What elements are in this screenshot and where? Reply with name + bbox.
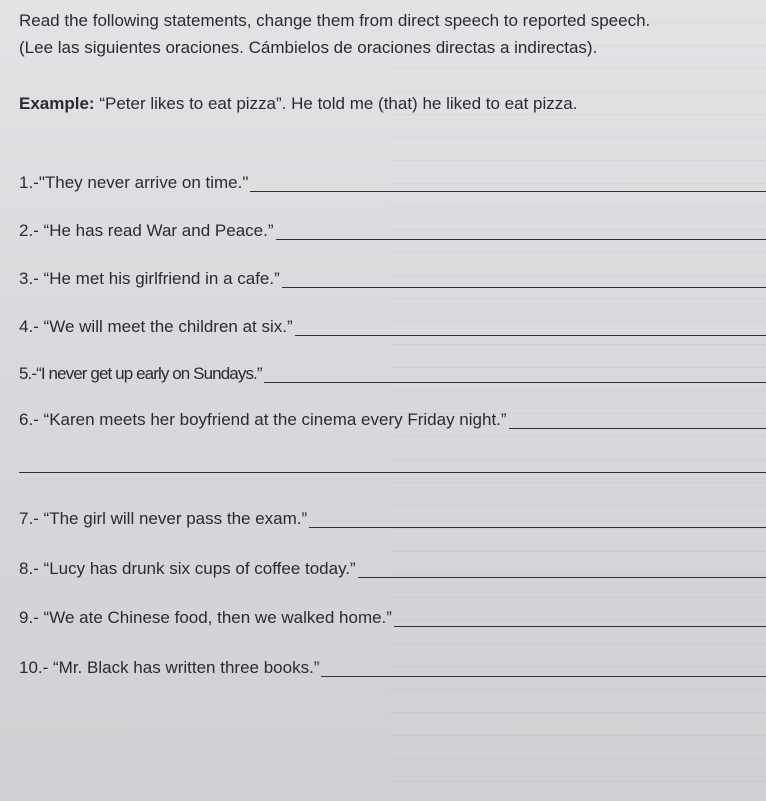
- exercise-7-prompt: 7.- “The girl will never pass the exam.”: [19, 509, 308, 528]
- example-text: “Peter likes to eat pizza”. He told me (that) he liked to eat pizza.: [94, 94, 578, 113]
- exercise-1: [19, 170, 766, 196]
- exercise-2: [19, 218, 766, 244]
- exercise-10-prompt: 10.- “Mr. Black has written three books.”: [19, 658, 320, 677]
- exercise-5-answer-line[interactable]: [264, 382, 766, 383]
- exercise-1-prompt: 1.-"They never arrive on time.": [19, 173, 249, 192]
- exercise-5-prompt: 5.-“I never get up early on Sundays.”: [19, 364, 262, 383]
- exercise-10-answer-line[interactable]: [321, 676, 766, 677]
- exercise-6-answer-line-2[interactable]: [19, 472, 766, 473]
- example-label: Example:: [19, 94, 95, 113]
- exercise-9-answer-line[interactable]: [394, 626, 766, 627]
- exercise-7: [19, 506, 766, 532]
- exercise-8-answer-line[interactable]: [358, 577, 766, 578]
- exercise-2-prompt: 2.- “He has read War and Peace.”: [19, 221, 274, 240]
- exercise-2-answer-line[interactable]: [276, 239, 766, 240]
- exercise-4-prompt: 4.- “We will meet the children at six.”: [19, 317, 293, 336]
- exercise-6-prompt: 6.- “Karen meets her boyfriend at the cinema every Friday night.”: [19, 410, 507, 429]
- instructions-english: Read the following statements, change them from direct speech to reported speech.: [19, 11, 651, 30]
- exercise-4-answer-line[interactable]: [295, 335, 766, 336]
- exercise-6: [19, 407, 766, 433]
- exercise-10: [19, 655, 766, 681]
- exercise-6-answer-line[interactable]: [509, 428, 766, 429]
- exercise-5: [19, 361, 766, 387]
- instructions-spanish: (Lee las siguientes oraciones. Cámbielos de oraciones directas a indirectas).: [19, 38, 598, 57]
- exercise-9-prompt: 9.- “We ate Chinese food, then we walked home.”: [19, 608, 392, 627]
- exercise-8: [19, 556, 766, 582]
- exercise-9: [19, 605, 766, 631]
- exercise-8-prompt: 8.- “Lucy has drunk six cups of coffee today.”: [19, 559, 356, 578]
- exercise-1-answer-line[interactable]: [250, 191, 766, 192]
- exercise-3-prompt: 3.- “He met his girlfriend in a cafe.”: [19, 269, 280, 288]
- exercise-4: [19, 314, 766, 340]
- exercise-3-answer-line[interactable]: [282, 287, 766, 288]
- example-sentence: [19, 92, 577, 115]
- exercise-7-answer-line[interactable]: [309, 527, 766, 528]
- exercise-3: [19, 266, 766, 292]
